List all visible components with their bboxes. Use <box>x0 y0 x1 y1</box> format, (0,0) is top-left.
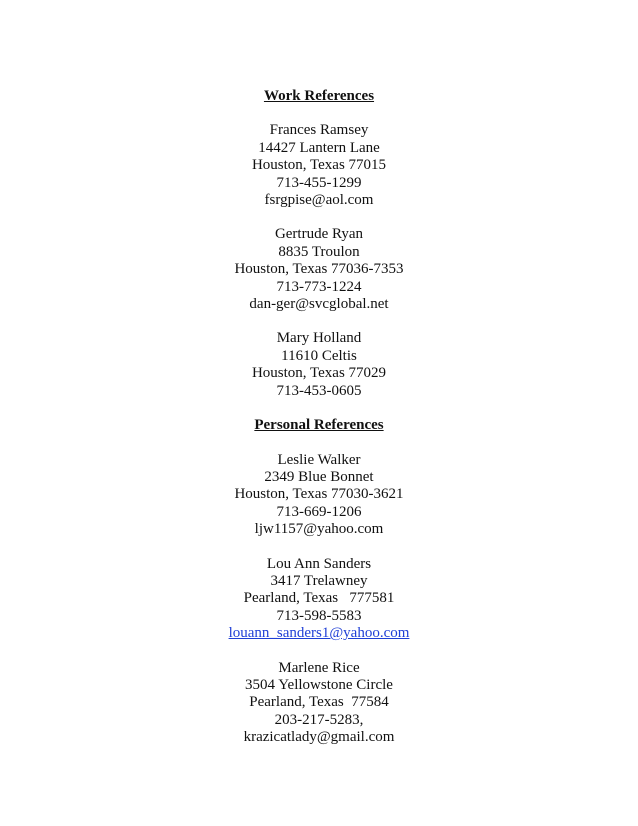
reference-street: 14427 Lantern Lane <box>258 139 380 156</box>
reference-street: 8835 Troulon <box>278 243 360 260</box>
reference-name: Leslie Walker <box>277 451 361 468</box>
reference-email: ljw1157@yahoo.com <box>254 521 384 538</box>
reference-street: 3417 Trelawney <box>270 572 368 589</box>
reference-name: Frances Ramsey <box>269 122 369 139</box>
reference-entry <box>0 556 638 643</box>
reference-phone: 713-598-5583 <box>276 607 362 624</box>
reference-name: Gertrude Ryan <box>274 226 364 243</box>
reference-email-link[interactable]: louann_sanders1@yahoo.com <box>228 625 410 642</box>
reference-city: Houston, Texas 77030-3621 <box>234 486 404 503</box>
reference-phone: 203-217-5283, <box>274 711 364 728</box>
reference-entry <box>0 660 638 747</box>
reference-phone: 713-453-0605 <box>276 382 362 399</box>
reference-entry <box>0 330 638 400</box>
reference-entry <box>0 122 638 209</box>
reference-phone: 713-773-1224 <box>276 278 362 295</box>
reference-city: Houston, Texas 77029 <box>251 365 387 382</box>
reference-city: Pearland, Texas 77584 <box>249 694 389 711</box>
personal-references-section <box>0 417 638 747</box>
reference-phone: 713-669-1206 <box>276 503 362 520</box>
reference-city: Houston, Texas 77036-7353 <box>234 261 404 278</box>
references-page <box>0 88 638 747</box>
reference-street: 11610 Celtis <box>281 347 357 364</box>
reference-city: Pearland, Texas 777581 <box>243 590 395 607</box>
reference-name: Marlene Rice <box>278 659 360 676</box>
reference-name: Mary Holland <box>276 330 362 347</box>
work-references-section <box>0 88 638 400</box>
reference-email: dan-ger@svcglobal.net <box>249 296 389 313</box>
reference-phone: 713-455-1299 <box>276 174 362 191</box>
reference-entry <box>0 452 638 539</box>
reference-email: fsrgpise@aol.com <box>264 192 374 209</box>
reference-email: krazicatlady@gmail.com <box>243 729 395 746</box>
reference-name: Lou Ann Sanders <box>266 555 372 572</box>
reference-street: 3504 Yellowstone Circle <box>245 676 393 693</box>
reference-city: Houston, Texas 77015 <box>251 157 387 174</box>
reference-street: 2349 Blue Bonnet <box>264 468 374 485</box>
reference-entry <box>0 226 638 313</box>
work-references-heading: Work References <box>263 88 375 104</box>
personal-references-heading: Personal References <box>254 417 384 434</box>
